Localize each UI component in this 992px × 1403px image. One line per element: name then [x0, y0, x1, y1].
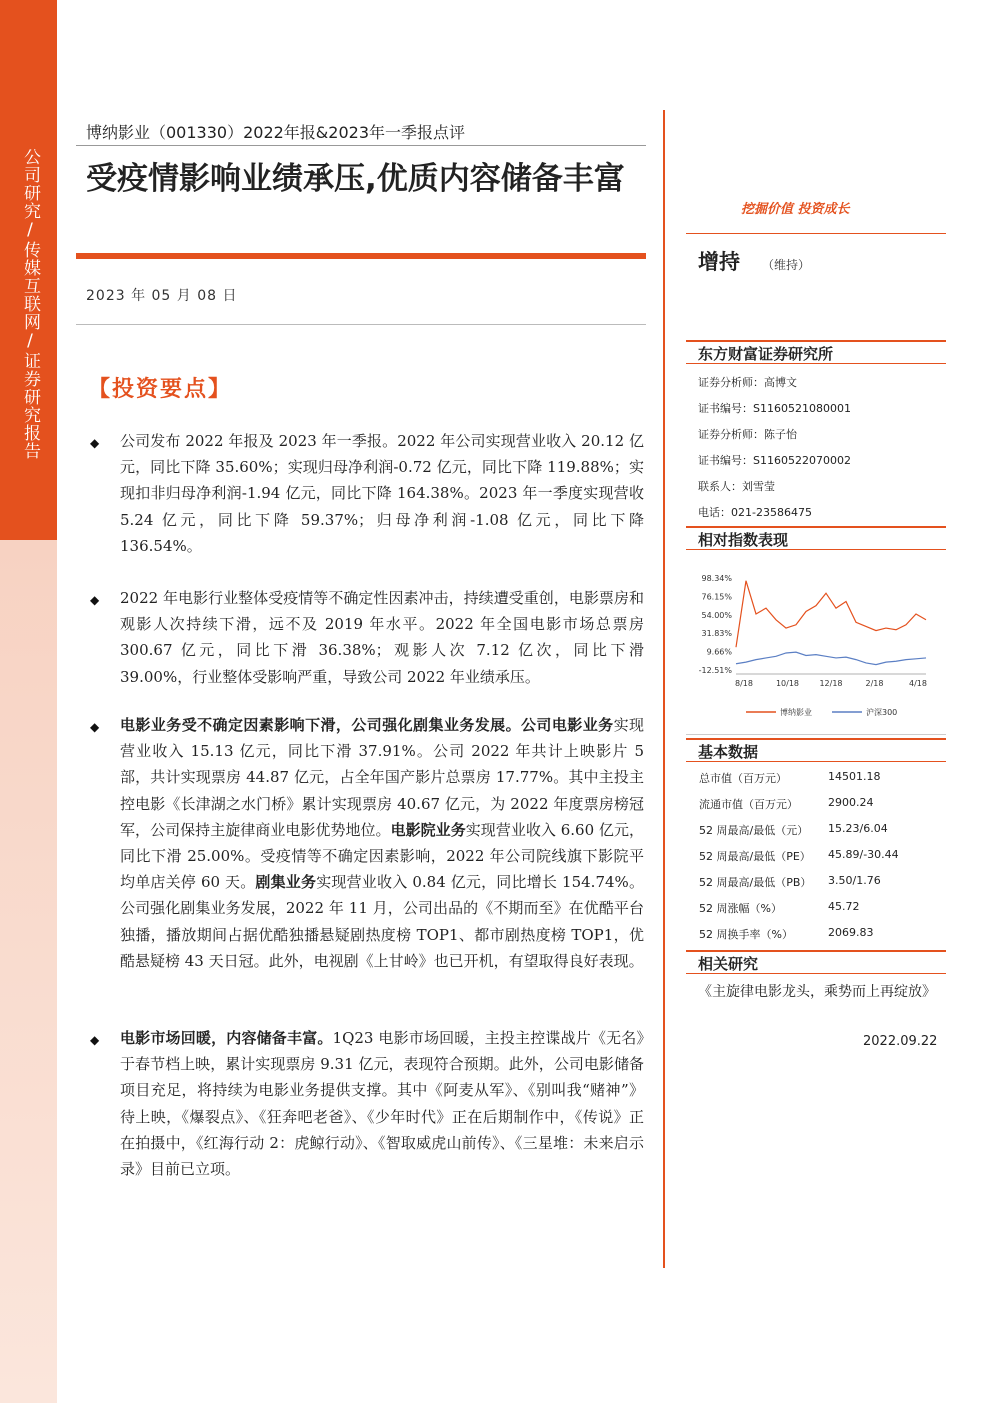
paragraph-bold-lead: 剧集业务 [255, 873, 317, 892]
basic-data-label: 总市值（百万元） [699, 772, 787, 785]
title-underline-bar [76, 253, 646, 259]
x-tick-label: 12/18 [819, 679, 843, 688]
paragraph-bold-lead: 电影市场回暖，内容储备丰富。 [120, 1029, 333, 1047]
x-tick-label: 8/18 [735, 679, 753, 688]
related-research-heading: 相关研究 [686, 950, 946, 974]
x-tick-label: 2/18 [865, 679, 884, 688]
chart-svg [686, 566, 946, 736]
chart-divider [686, 734, 946, 735]
basic-data-label: 52 周最高/最低（PE） [699, 850, 811, 863]
y-tick-label: 98.34% [701, 574, 732, 583]
related-report-title: 《主旋律电影龙头，乘势而上再绽放》 [698, 984, 936, 1000]
paragraph-results: 公司发布 2022 年报及 2023 年一季报。2022 年公司实现营业收入 20.12 亿元，同比下降 35.60%；实现归母净利润-0.72 亿元，同比下降 119.88%；实现扣非归母净利润-1.94 亿元，同比下降 164.38%。2023 年一季度实现营收 5.24 亿元，同比下降 59.37%；归母净利润-1.08 亿元，同比下降 136.54%。 [120, 432, 644, 555]
paragraph-business [120, 712, 644, 974]
phone-line: 电话：021-23586475 [698, 506, 812, 519]
paragraph-text: 1Q23 电影市场回暖，主投主控谍战片《无名》于春节档上映，累计实现票房 9.31 亿元，表现符合预期。此外，公司电影储备项目充足，将持续为电影业务提供支撑。其中《阿麦从军》、《别叫我“赌神”》待上映，《爆裂点》、《狂奔吧老爸》、《少年时代》正在后期制作中，《传说》正在拍摄中，《红海行动 2：虎鲸行动》、《智取威虎山前传》、《三星堆：未来启示录》目前已立项。 [120, 1029, 644, 1179]
basic-data-label: 52 周换手率（%） [699, 928, 793, 941]
paragraph-bold-lead: 电影院业务 [390, 820, 466, 839]
contact-line: 联系人：刘雪莹 [698, 480, 775, 493]
slogan-divider [686, 233, 946, 234]
y-tick-label: 54.00% [701, 610, 732, 620]
y-tick-label: 76.15% [701, 592, 732, 602]
paragraph-text: 实现营业收入 6.60 亿元，同比下滑 25.00%。受疫情等不确定因素影响，2022 年公司院线旗下影院平均单店关停 60 天。 [120, 820, 644, 892]
analyst-line: 证书编号：S1160521080001 [698, 402, 851, 415]
paragraph-pipeline [120, 1025, 644, 1182]
analyst-line: 证券分析师：高博文 [698, 376, 797, 389]
basic-data-value: 2069.83 [828, 926, 874, 939]
diamond-icon: ◆ [90, 1033, 100, 1047]
x-tick-label: 4/18 [909, 679, 927, 688]
legend-label: 沪深300 [866, 708, 898, 717]
sidebar [0, 0, 57, 1403]
diamond-icon: ◆ [90, 720, 100, 734]
relative-index-chart [686, 566, 946, 736]
basic-data-value: 45.89/-30.44 [828, 848, 899, 861]
page-title: 受疫情影响业绩承压,优质内容储备丰富 [86, 161, 625, 197]
sidebar-label: 公司研究/传媒互联网/证券研究报告 [20, 148, 40, 460]
series-line-博纳影业 [736, 581, 926, 647]
basic-data-label: 52 周涨幅（%） [699, 902, 782, 915]
diamond-icon: ◆ [90, 436, 100, 450]
paragraph-industry: 2022 年电影行业整体受疫情等不确定性因素冲击，持续遭受重创，电影票房和观影人次持续下滑，远不及 2019 年水平。2022 年全国电影市场总票房 300.67 亿元，同比下滑 36.38%；观影人次 7.12 亿次，同比下滑 39.00%，行业整体受影响严重，导致公司 2022 年业绩承压。 [120, 589, 644, 686]
y-tick-label: 9.66% [706, 647, 732, 657]
y-tick-label: -12.51% [698, 666, 732, 675]
analyst-line: 证书编号：S1160522070002 [698, 454, 851, 467]
basic-data-label: 流通市值（百万元） [699, 798, 798, 811]
legend-label: 博纳影业 [780, 708, 812, 717]
basic-data-heading: 基本数据 [686, 738, 946, 762]
diamond-icon: ◆ [90, 593, 100, 607]
series-line-沪深300 [736, 652, 926, 664]
basic-data-value: 45.72 [828, 900, 860, 913]
basic-data-value: 3.50/1.76 [828, 874, 881, 887]
date-divider [76, 324, 646, 325]
related-report-date: 2022.09.22 [863, 1034, 938, 1049]
basic-data-value: 2900.24 [828, 796, 874, 809]
report-date: 2023 年 05 月 08 日 [86, 288, 238, 304]
paragraph-bold-lead: 电影业务受不确定因素影响下滑，公司强化剧集业务发展。公司电影业务 [120, 716, 614, 734]
rating: 增持 [698, 250, 740, 274]
slogan: 挖掘价值 投资成长 [741, 202, 850, 217]
paragraph-text: 实现营业收入 0.84 亿元，同比增长 154.74%。公司强化剧集业务发展，2022 年 11 月，公司出品的《不期而至》在优酷平台独播，播放期间占据优酷独播悬疑剧热度榜 TOP1、都市剧热度榜 TOP1，优酷悬疑榜 43 天日冠。此外，电视剧《上甘岭》也已开机，有望取得良好表现。 [120, 873, 644, 970]
rating-note: （维持） [762, 258, 811, 272]
basic-data-value: 15.23/6.04 [828, 822, 888, 835]
institute-heading: 东方财富证券研究所 [686, 340, 946, 364]
analyst-line: 证券分析师：陈子怡 [698, 428, 797, 441]
y-tick-label: 31.83% [701, 629, 732, 639]
report-type: 博纳影业（001330）2022年报&2023年一季报点评 [86, 123, 465, 142]
basic-data-value: 14501.18 [828, 770, 881, 783]
basic-data-label: 52 周最高/最低（元） [699, 824, 809, 837]
section-heading: 【投资要点】 [88, 377, 233, 402]
column-divider [663, 110, 665, 1268]
chart-heading: 相对指数表现 [686, 526, 946, 550]
x-tick-label: 10/18 [775, 679, 800, 688]
paragraph-text: 实现营业收入 15.13 亿元，同比下滑 37.91%。公司 2022 年共计上映影片 5 部，共计实现票房 44.87 亿元，占全年国产影片总票房 17.77%。其中主投主控电影《长津湖之水门桥》累计实现票房 40.67 亿元，为 2022 年度票房榜冠军，公司保持主旋律商业电影优势地位。 [120, 716, 644, 839]
header-divider [76, 145, 646, 146]
basic-data-label: 52 周最高/最低（PB） [699, 876, 812, 889]
